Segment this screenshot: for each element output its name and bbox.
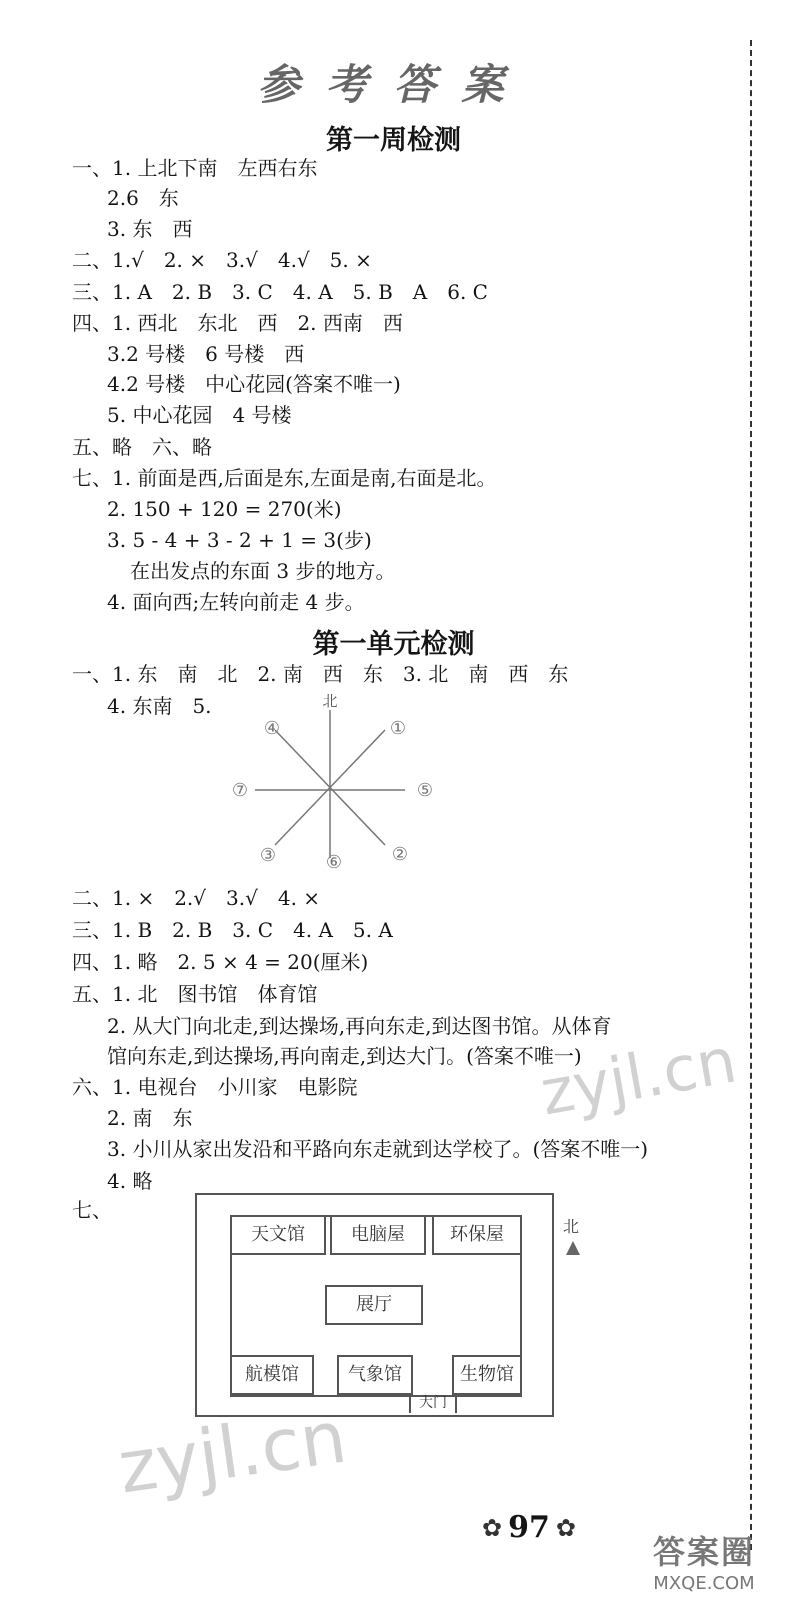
flower-icon: ✿ — [482, 1513, 503, 1542]
answer-line: 4. 略 — [107, 1169, 153, 1193]
answer-line: 2. 从大门向北走,到达操场,再向东走,到达图书馆。从体育 — [107, 1014, 612, 1038]
answer-line: 一、1. 东 南 北 2. 南 西 东 3. 北 南 西 东 — [72, 662, 569, 686]
answer-line: 七、1. 前面是西,后面是东,左面是南,右面是北。 — [72, 466, 497, 490]
answer-line: 3. 5 - 4 + 3 - 2 + 1 = 3(步) — [107, 528, 372, 552]
map-room: 电脑屋 — [330, 1215, 426, 1255]
map-room: 天文馆 — [230, 1215, 326, 1255]
compass-label-s: ⑥ — [325, 852, 343, 873]
compass-label-e: ⑤ — [416, 780, 434, 801]
answer-line: 五、略 六、略 — [72, 435, 212, 459]
answer-line: 4. 面向西;左转向前走 4 步。 — [107, 590, 365, 614]
north-arrow-icon — [565, 1240, 581, 1256]
map-north-label: 北 — [563, 1217, 580, 1236]
map-room-center: 展厅 — [325, 1285, 423, 1325]
museum-map — [195, 1193, 554, 1417]
answer-line: 2. 南 东 — [107, 1106, 193, 1130]
compass-diagram — [210, 690, 450, 880]
answer-line: 四、1. 略 2. 5 × 4 = 20(厘米) — [72, 950, 369, 974]
answer-line: 4. 东南 5. — [107, 694, 212, 718]
map-room: 生物馆 — [452, 1355, 522, 1395]
answer-line: 五、1. 北 图书馆 体育馆 — [72, 982, 318, 1006]
page-number-group — [482, 1510, 576, 1545]
flower-icon: ✿ — [555, 1513, 576, 1542]
map-room: 气象馆 — [337, 1355, 413, 1395]
answer-line: 2. 150 + 120 = 270(米) — [107, 497, 342, 521]
answer-line: 四、1. 西北 东北 西 2. 西南 西 — [72, 311, 403, 335]
section-title-unit: 第一单元检测 — [312, 629, 475, 660]
answer-line: 2.6 东 — [107, 186, 179, 210]
compass-label-ne: ① — [389, 718, 407, 739]
stamp-bottom: MXQE.COM — [653, 1573, 755, 1594]
section-title-week: 第一周检测 — [326, 125, 461, 156]
answer-line: 3. 东 西 — [107, 217, 193, 241]
answer-line: 5. 中心花园 4 号楼 — [107, 403, 292, 427]
watermark-stamp — [629, 1527, 779, 1594]
answer-line: 3. 小川从家出发沿和平路向东走就到达学校了。(答案不唯一) — [107, 1137, 649, 1161]
answer-line: 在出发点的东面 3 步的地方。 — [130, 559, 396, 583]
answer-line: 六、1. 电视台 小川家 电影院 — [72, 1075, 358, 1099]
watermark: zyjl.cn — [113, 1394, 352, 1510]
answer-line: 一、1. 上北下南 左西右东 — [72, 156, 318, 180]
map-room: 环保屋 — [432, 1215, 522, 1255]
answer-line: 三、1. B 2. B 3. C 4. A 5. A — [72, 918, 393, 942]
answer-line: 三、1. A 2. B 3. C 4. A 5. B A 6. C — [72, 280, 488, 304]
answer-line: 七、 — [72, 1198, 112, 1222]
map-gate: 大门 — [409, 1393, 457, 1413]
page-margin-dashed-line — [750, 40, 752, 1550]
page-number: 97 — [508, 1510, 550, 1545]
compass-label-se: ② — [391, 844, 409, 865]
answer-line: 二、1.√ 2. × 3.√ 4.√ 5. × — [72, 248, 372, 272]
page-header: 参考答案 — [257, 60, 530, 109]
answer-line: 3.2 号楼 6 号楼 西 — [107, 342, 305, 366]
stamp-top: 答案圈 — [652, 1533, 755, 1571]
watermark: zyjl.cn — [535, 1023, 742, 1130]
compass-label-w: ⑦ — [231, 780, 249, 801]
answer-line: 4.2 号楼 中心花园(答案不唯一) — [107, 372, 401, 396]
answer-line: 二、1. × 2.√ 3.√ 4. × — [72, 886, 321, 910]
map-room: 航模馆 — [230, 1355, 314, 1395]
compass-label-sw: ③ — [259, 845, 277, 866]
answer-line: 馆向东走,到达操场,再向南走,到达大门。(答案不唯一) — [107, 1044, 582, 1068]
compass-label-nw: ④ — [263, 718, 281, 739]
compass-north-label: 北 — [322, 692, 338, 710]
